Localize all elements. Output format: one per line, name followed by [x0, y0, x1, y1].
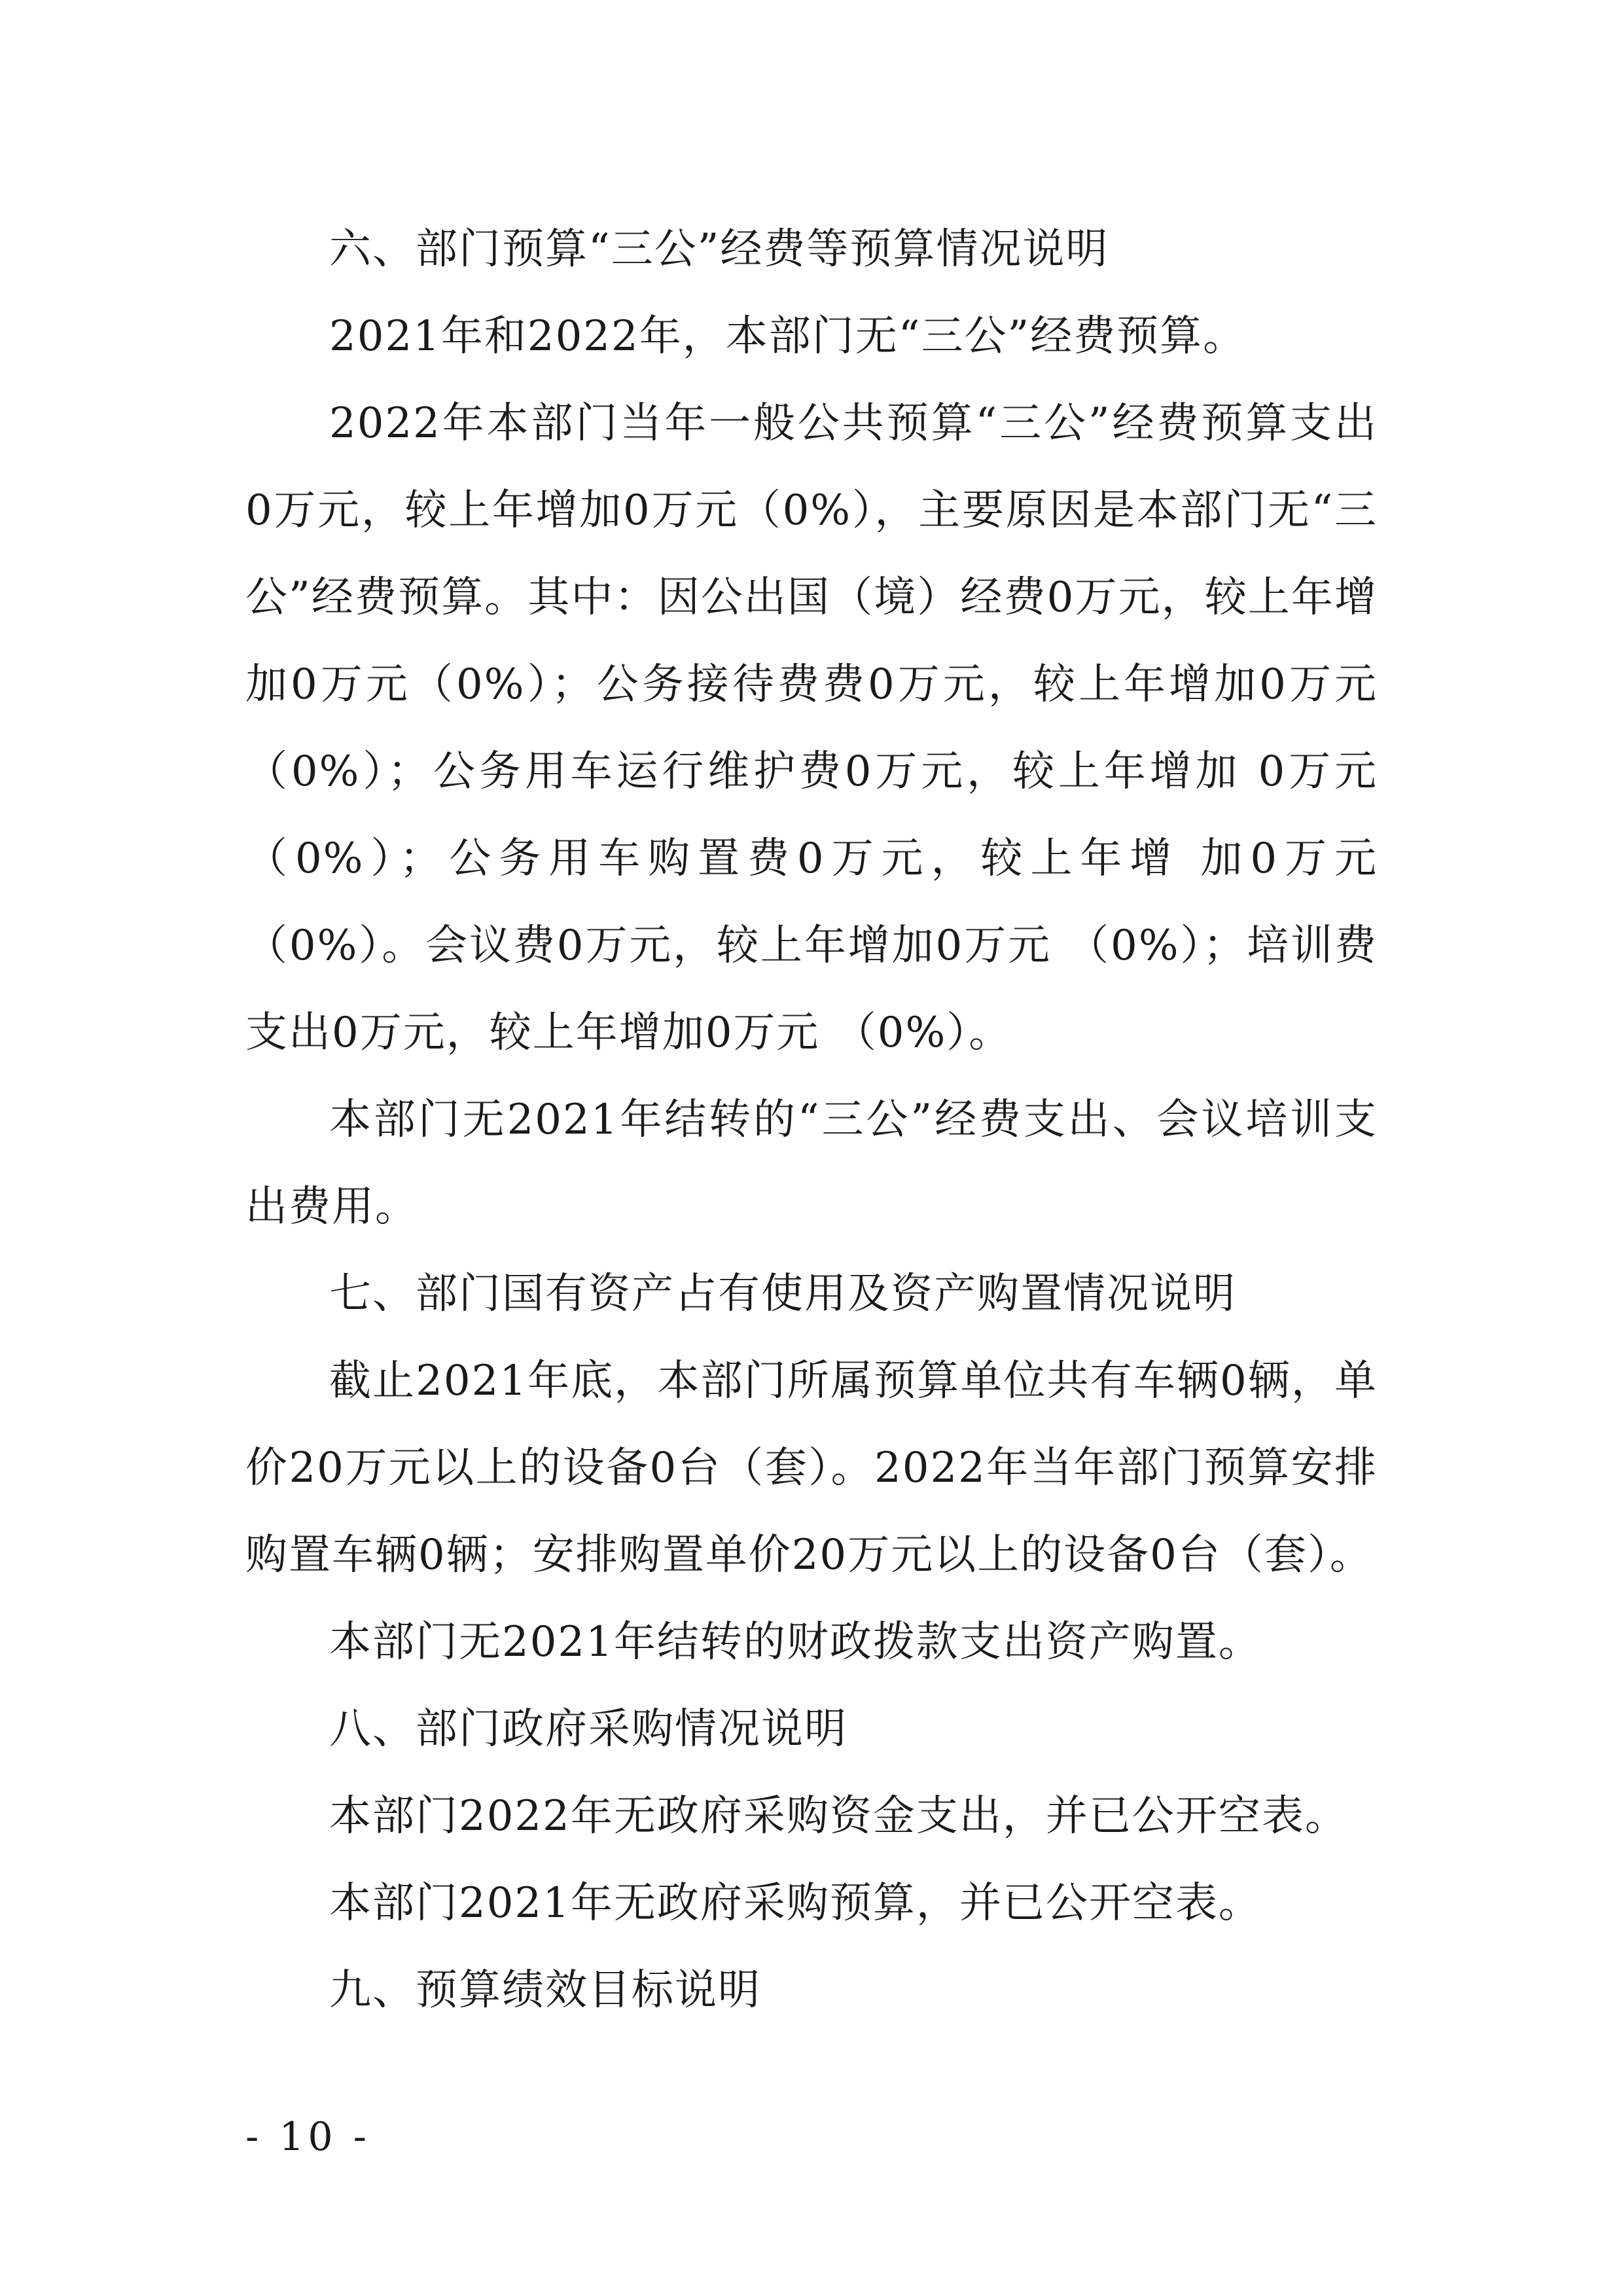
section-heading-nine: 九、预算绩效目标说明	[329, 1966, 761, 2015]
section-heading-six: 六、部门预算“三公”经费等预算情况说明	[329, 225, 1109, 274]
document-body	[245, 206, 1378, 2034]
page-number: - 10 -	[245, 2114, 371, 2160]
paragraph: 本部门无2021年结转的“三公”经费支出、会议培训支出费用。	[245, 1096, 1378, 1231]
paragraph: 截止2021年底，本部门所属预算单位共有车辆0辆，单价20万元以上的设备0台（套）。2022年当年部门预算安排购置车辆0辆；安排购置单价20万元以上的设备0台（套）。	[245, 1357, 1378, 1579]
paragraph: 本部门2021年无政府采购预算，并已公开空表。	[329, 1879, 1262, 1928]
section-heading-seven: 七、部门国有资产占有使用及资产购置情况说明	[329, 1270, 1236, 1318]
section-heading-eight: 八、部门政府采购情况说明	[329, 1705, 847, 1753]
paragraph: 2021年和2022年，本部门无“三公”经费预算。	[329, 312, 1247, 361]
paragraph: 本部门2022年无政府采购资金支出，并已公开空表。	[329, 1792, 1348, 1840]
paragraph: 本部门无2021年结转的财政拨款支出资产购置。	[329, 1618, 1262, 1666]
paragraph: 2022年本部门当年一般公共预算“三公”经费预算支出0万元，较上年增加0万元（0%），主要原因是本部门无“三公”经费预算。其中：因公出国（境）经费0万元，较上年增加0万元（0%）；公务接待费费0万元，较上年增加0万元 （0%）；公务用车运行维护费0万元，较上年增加 0万元（0%）；公务用车购置费0万元，较上年增 加0万元（0%）。会议费0万元，较上年增加0万元 （0%）；培训费支出0万元，较上年增加0万元 （0%）。	[245, 399, 1378, 1057]
